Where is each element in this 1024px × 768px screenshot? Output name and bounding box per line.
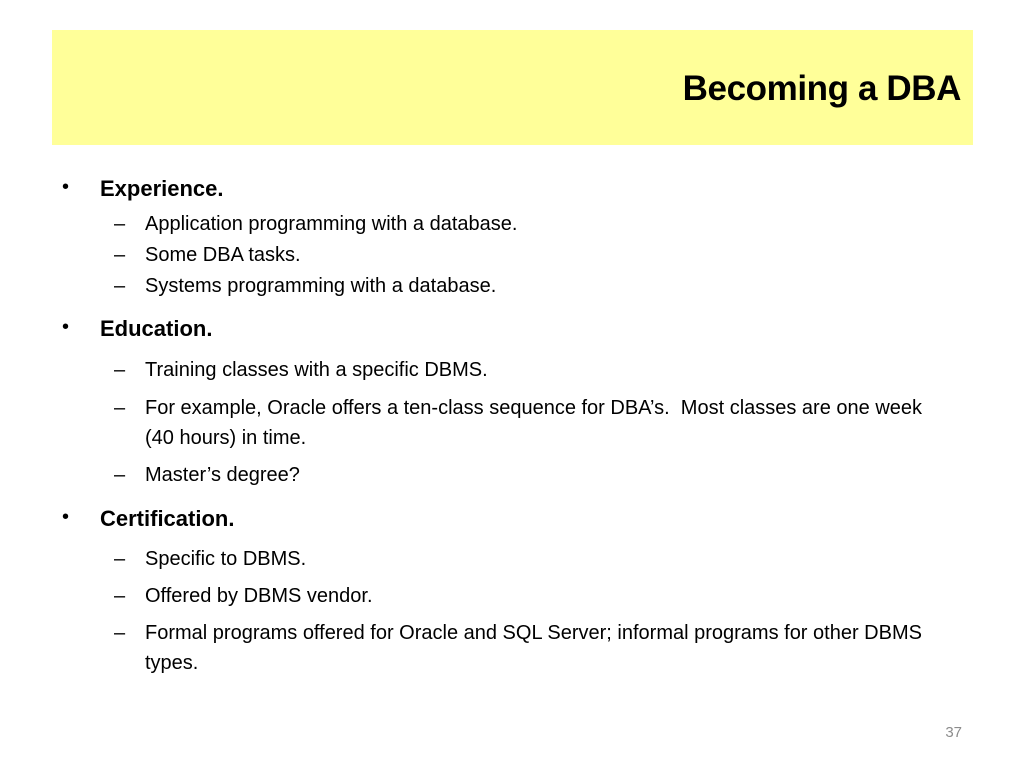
sub-item-text: Offered by DBMS vendor. [145,585,373,607]
sub-dash: – [114,213,126,235]
sub-item-text: Systems programming with a database. [145,275,497,297]
sub-dash: – [114,275,126,297]
sub-dash: – [114,244,126,266]
sub-item-text: Master’s degree? [145,464,300,486]
sub-item [0,393,1000,453]
sub-item [0,544,1000,574]
sub-item [0,618,1000,678]
sub-item [0,271,1000,301]
sub-item [0,240,1000,270]
sub-dash: – [114,622,126,644]
sub-dash: – [114,548,126,570]
sub-dash: – [114,359,126,381]
sub-item-text: Some DBA tasks. [145,244,301,266]
sub-item-text: Specific to DBMS. [145,548,307,570]
sub-item-text: Application programming with a database. [145,213,518,235]
sub-item [0,209,1000,239]
bullet-dot: • [62,506,70,528]
slide-number: 37 [945,724,962,741]
sub-dash: – [114,585,126,607]
sub-item [0,581,1000,611]
sub-item-text: Training classes with a specific DBMS. [145,359,488,381]
bullet-experience [0,176,400,206]
sub-item [0,355,1000,385]
bullet-certification [0,506,400,536]
sub-item-text: For example, Oracle offers a ten-class sequence for DBA’s. Most classes are one week (40 hours) in time. [145,397,928,449]
bullet-label: Education. [100,316,213,341]
slide-title: Becoming a DBA [682,69,961,108]
sub-dash: – [114,397,126,419]
bullet-label: Certification. [100,506,235,531]
sub-item-text: Formal programs offered for Oracle and SQL Server; informal programs for other DBMS types. [145,622,922,674]
bullet-dot: • [62,176,70,198]
sub-dash: – [114,464,126,486]
bullet-dot: • [62,316,70,338]
bullet-label: Experience. [100,176,224,201]
bullet-education [0,316,400,346]
sub-item [0,460,1000,490]
